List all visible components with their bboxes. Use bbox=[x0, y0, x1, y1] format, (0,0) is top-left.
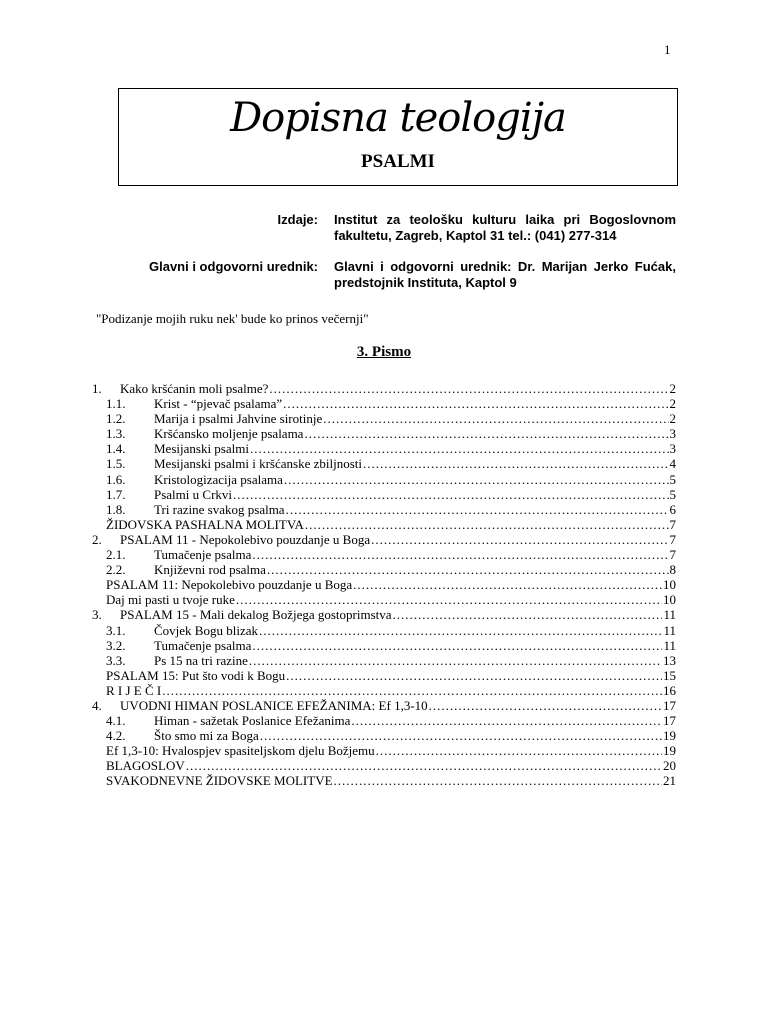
toc-entry[interactable] bbox=[92, 773, 676, 788]
toc-entry-page: 13 bbox=[663, 652, 676, 668]
publisher-label: Izdaje: bbox=[277, 212, 318, 227]
toc-entry-number: 1.4. bbox=[106, 441, 126, 457]
toc-entry[interactable] bbox=[92, 623, 676, 638]
page-number: 1 bbox=[664, 42, 671, 57]
toc-entry-page: 10 bbox=[663, 577, 676, 593]
toc-entry-number: 3.1. bbox=[106, 622, 126, 638]
toc-entry-page: 2 bbox=[669, 381, 676, 396]
table-of-contents bbox=[92, 381, 676, 789]
toc-entry[interactable] bbox=[92, 456, 676, 471]
toc-dot-leader bbox=[252, 547, 668, 562]
toc-entry[interactable] bbox=[92, 562, 676, 577]
toc-dot-leader bbox=[323, 411, 668, 426]
toc-entry-page: 7 bbox=[669, 516, 676, 532]
toc-entry-page: 21 bbox=[663, 773, 676, 789]
toc-entry-number: 1.5. bbox=[106, 456, 126, 472]
toc-dot-leader bbox=[284, 472, 669, 487]
toc-entry-number: 1.2. bbox=[106, 411, 126, 427]
toc-dot-leader bbox=[267, 562, 669, 577]
toc-entry-title: Kristologizacija psalama bbox=[154, 471, 283, 487]
toc-dot-leader bbox=[305, 517, 669, 532]
toc-entry-page: 8 bbox=[669, 562, 676, 578]
toc-entry-number: 4.1. bbox=[106, 713, 126, 729]
toc-entry-title: PSALAM 11: Nepokolebivo pouzdanje u Boga bbox=[106, 577, 353, 593]
publisher-value: Institut za teološku kulturu laika pri Bogoslovnom fakultetu, Zagreb, Kaptol 31 tel.: (041) 277-314 bbox=[334, 212, 676, 243]
toc-entry-page: 3 bbox=[669, 441, 676, 457]
toc-entry-title: Što smo mi za Boga bbox=[154, 728, 259, 744]
toc-entry[interactable] bbox=[92, 668, 676, 683]
toc-entry[interactable] bbox=[92, 502, 676, 517]
toc-entry[interactable] bbox=[92, 381, 676, 396]
toc-dot-leader bbox=[162, 683, 662, 698]
toc-entry[interactable] bbox=[92, 607, 676, 622]
toc-entry-number: 2.2. bbox=[106, 562, 126, 578]
toc-entry[interactable] bbox=[92, 426, 676, 441]
toc-entry[interactable] bbox=[92, 396, 676, 411]
toc-entry-page: 19 bbox=[663, 743, 676, 759]
toc-entry-page: 15 bbox=[663, 667, 676, 683]
toc-dot-leader bbox=[259, 623, 662, 638]
toc-entry-title: PSALAM 15: Put što vodi k Bogu bbox=[106, 667, 286, 683]
toc-dot-leader bbox=[353, 577, 662, 592]
toc-entry[interactable] bbox=[92, 472, 676, 487]
toc-entry-title: PSALAM 11 - Nepokolebivo pouzdanje u Boga bbox=[120, 531, 371, 547]
toc-entry-title: Krist - “pjevač psalama” bbox=[154, 396, 283, 412]
document-subtitle: PSALMI bbox=[361, 151, 435, 172]
toc-entry[interactable] bbox=[92, 411, 676, 426]
toc-entry-page: 7 bbox=[669, 547, 676, 563]
toc-entry-page: 5 bbox=[669, 471, 676, 487]
toc-entry-title: Psalmi u Crkvi bbox=[154, 486, 233, 502]
title-box bbox=[118, 88, 678, 186]
toc-entry-title: Kršćansko moljenje psalama bbox=[154, 426, 304, 442]
toc-entry-page: 17 bbox=[663, 713, 676, 729]
toc-entry[interactable] bbox=[92, 577, 676, 592]
toc-entry[interactable] bbox=[92, 638, 676, 653]
toc-entry[interactable] bbox=[92, 713, 676, 728]
toc-entry-title: Tumačenje psalma bbox=[154, 637, 252, 653]
toc-entry[interactable] bbox=[92, 592, 676, 607]
toc-dot-leader bbox=[286, 668, 662, 683]
toc-entry-title: Ef 1,3-10: Hvalospjev spasiteljskom djelu Božjemu bbox=[106, 743, 375, 759]
toc-entry-title: ŽIDOVSKA PASHALNA MOLITVA bbox=[106, 516, 304, 532]
toc-dot-leader bbox=[304, 426, 668, 441]
toc-dot-leader bbox=[186, 758, 662, 773]
toc-entry[interactable] bbox=[92, 487, 676, 502]
toc-dot-leader bbox=[233, 487, 668, 502]
toc-entry-page: 17 bbox=[663, 697, 676, 713]
toc-entry[interactable] bbox=[92, 653, 676, 668]
toc-dot-leader bbox=[236, 592, 662, 607]
toc-entry-number: 1.7. bbox=[106, 486, 126, 502]
toc-entry-title: UVODNI HIMAN POSLANICE EFEŽANIMA: Ef 1,3-10 bbox=[120, 697, 428, 713]
toc-dot-leader bbox=[393, 607, 663, 622]
toc-entry[interactable] bbox=[92, 532, 676, 547]
toc-entry-page: 11 bbox=[663, 607, 676, 623]
section-title bbox=[0, 344, 768, 361]
toc-entry-title: SVAKODNEVNE ŽIDOVSKE MOLITVE bbox=[106, 773, 333, 789]
toc-entry-title: Marija i psalmi Jahvine sirotinje bbox=[154, 411, 323, 427]
editor-label: Glavni i odgovorni urednik: bbox=[148, 259, 318, 274]
document-title: Dopisna teologija bbox=[230, 95, 566, 141]
toc-entry[interactable] bbox=[92, 517, 676, 532]
toc-dot-leader bbox=[252, 638, 662, 653]
toc-dot-leader bbox=[351, 713, 662, 728]
toc-entry-title: Mesijanski psalmi i kršćanske zbiljnosti bbox=[154, 456, 362, 472]
toc-entry-number: 4.2. bbox=[106, 728, 126, 744]
toc-entry-page: 11 bbox=[663, 637, 676, 653]
toc-dot-leader bbox=[250, 441, 669, 456]
toc-entry[interactable] bbox=[92, 547, 676, 562]
toc-entry-page: 16 bbox=[663, 682, 676, 698]
toc-entry-title: Himan - sažetak Poslanice Efežanima bbox=[154, 713, 351, 729]
toc-dot-leader bbox=[363, 456, 669, 471]
toc-entry-page: 7 bbox=[669, 531, 676, 547]
toc-entry-number: 3.2. bbox=[106, 637, 126, 653]
toc-entry-page: 2 bbox=[669, 396, 676, 412]
toc-entry-page: 6 bbox=[669, 501, 676, 517]
toc-entry-number: 1.3. bbox=[106, 426, 126, 442]
toc-dot-leader bbox=[286, 502, 669, 517]
toc-dot-leader bbox=[371, 532, 668, 547]
toc-entry-page: 3 bbox=[669, 426, 676, 442]
toc-entry-number: 2.1. bbox=[106, 547, 126, 563]
toc-entry-number: 1.6. bbox=[106, 471, 126, 487]
toc-entry-page: 11 bbox=[663, 622, 676, 638]
toc-entry[interactable] bbox=[92, 441, 676, 456]
toc-entry[interactable] bbox=[92, 728, 676, 743]
toc-dot-leader bbox=[376, 743, 662, 758]
toc-entry-page: 5 bbox=[669, 486, 676, 502]
toc-entry-number: 1.1. bbox=[106, 396, 126, 412]
toc-dot-leader bbox=[260, 728, 662, 743]
toc-entry-page: 4 bbox=[669, 456, 676, 472]
toc-entry-title: Ps 15 na tri razine bbox=[154, 652, 248, 668]
toc-entry-page: 10 bbox=[663, 592, 676, 608]
toc-dot-leader bbox=[269, 381, 668, 396]
toc-entry-page: 20 bbox=[663, 758, 676, 774]
toc-entry-title: Daj mi pasti u tvoje ruke bbox=[106, 592, 235, 608]
toc-entry-title: Književni rod psalma bbox=[154, 562, 266, 578]
toc-entry-title: BLAGOSLOV bbox=[106, 758, 185, 774]
toc-entry-title: PSALAM 15 - Mali dekalog Božjega gostoprimstva bbox=[120, 607, 392, 623]
toc-entry-number: 4. bbox=[92, 697, 102, 713]
toc-entry[interactable] bbox=[92, 683, 676, 698]
toc-entry-number: 3. bbox=[92, 607, 102, 623]
toc-entry[interactable] bbox=[92, 698, 676, 713]
toc-entry-title: Kako kršćanin moli psalme? bbox=[120, 381, 269, 396]
epigraph-quote: "Podizanje mojih ruku nek' bude ko prinos večernji" bbox=[96, 311, 369, 326]
toc-entry-number: 1.8. bbox=[106, 501, 126, 517]
editor-value: Glavni i odgovorni urednik: Dr. Marijan Jerko Fućak, predstojnik Instituta, Kaptol 9 bbox=[334, 259, 676, 290]
toc-entry-number: 2. bbox=[92, 531, 102, 547]
toc-entry[interactable] bbox=[92, 758, 676, 773]
toc-entry-number: 3.3. bbox=[106, 652, 126, 668]
toc-dot-leader bbox=[283, 396, 668, 411]
toc-entry-title: Mesijanski psalmi bbox=[154, 441, 249, 457]
toc-dot-leader bbox=[249, 653, 662, 668]
toc-entry-number: 1. bbox=[92, 381, 102, 396]
section-title-text: 3. Pismo bbox=[356, 344, 412, 360]
toc-entry[interactable] bbox=[92, 743, 676, 758]
toc-dot-leader bbox=[429, 698, 662, 713]
toc-entry-title: R I J E Č I bbox=[106, 682, 162, 698]
toc-entry-title: Tri razine svakog psalma bbox=[154, 501, 285, 517]
toc-entry-title: Tumačenje psalma bbox=[154, 547, 252, 563]
toc-entry-page: 19 bbox=[663, 728, 676, 744]
toc-entry-title: Čovjek Bogu blizak bbox=[154, 622, 258, 638]
toc-entry-page: 2 bbox=[669, 411, 676, 427]
toc-dot-leader bbox=[334, 773, 662, 788]
